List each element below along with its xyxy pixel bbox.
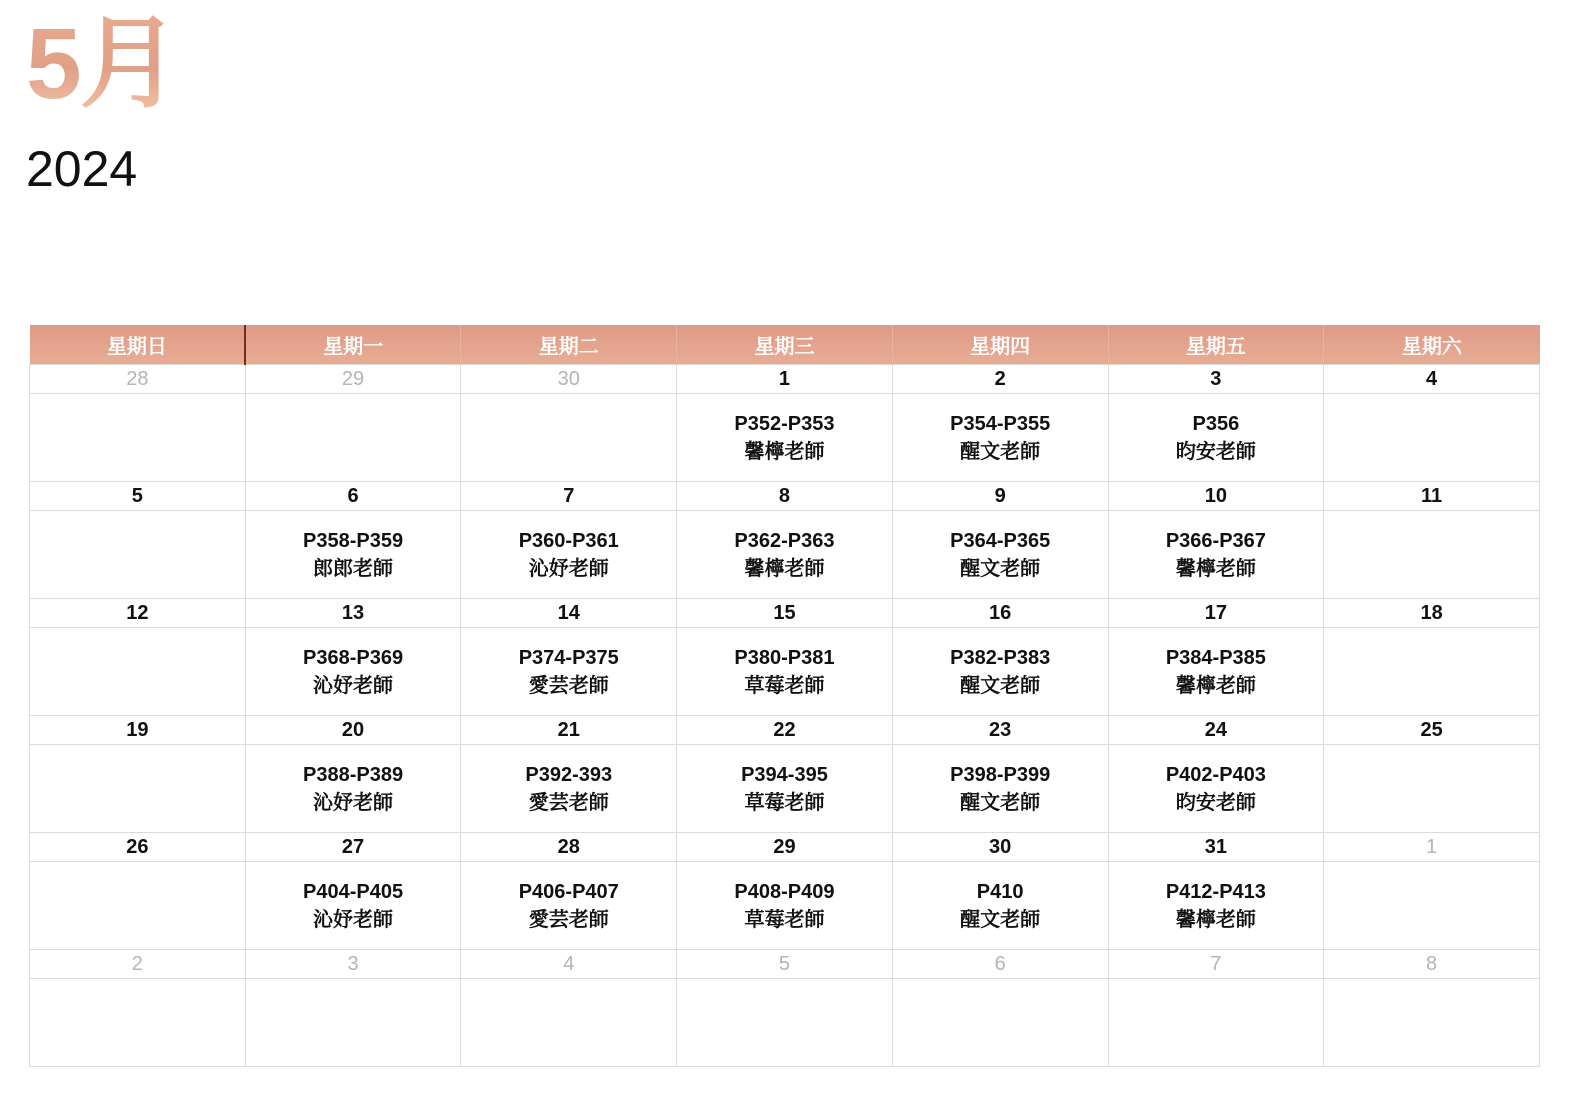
date-number[interactable]: 1 (1324, 833, 1540, 862)
day-cell[interactable] (892, 628, 1108, 716)
day-cell[interactable] (677, 979, 893, 1067)
date-number[interactable]: 20 (245, 716, 461, 745)
date-number[interactable]: 7 (1108, 950, 1324, 979)
teacher-name: 沁妤老師 (313, 674, 394, 697)
teacher-name: 馨檸老師 (744, 557, 825, 580)
page-range: P412-P413 (1165, 880, 1266, 903)
page-range: P394-395 (741, 763, 828, 786)
page-range: P362-P363 (734, 529, 835, 552)
page-range: P384-P385 (1165, 646, 1266, 669)
teacher-name: 沁妤老師 (313, 908, 394, 931)
day-cell[interactable] (677, 862, 893, 950)
day-cell[interactable] (1324, 511, 1540, 599)
teacher-name: 草莓老師 (744, 791, 825, 814)
day-cell[interactable] (892, 979, 1108, 1067)
teacher-name: 醒文老師 (960, 791, 1041, 814)
page-range: P366-P367 (1165, 529, 1266, 552)
day-cell[interactable] (245, 862, 461, 950)
date-number[interactable]: 8 (1324, 950, 1540, 979)
page-range: P358-P359 (303, 529, 404, 552)
weekday-monday[interactable]: 星期一 (245, 325, 461, 365)
date-number[interactable]: 30 (892, 833, 1108, 862)
day-cell[interactable] (677, 511, 893, 599)
day-cell[interactable] (461, 979, 677, 1067)
day-cell[interactable] (1324, 628, 1540, 716)
day-cell[interactable] (30, 628, 246, 716)
day-cell[interactable] (892, 745, 1108, 833)
content-row (30, 628, 1540, 716)
day-cell[interactable] (1108, 628, 1324, 716)
date-number[interactable]: 7 (461, 482, 677, 511)
day-cell[interactable] (1324, 862, 1540, 950)
day-cell[interactable] (245, 511, 461, 599)
date-number[interactable]: 11 (1324, 482, 1540, 511)
teacher-name: 醒文老師 (960, 440, 1041, 463)
page-range: P404-P405 (303, 880, 404, 903)
date-number[interactable]: 28 (461, 833, 677, 862)
day-cell[interactable] (30, 979, 246, 1067)
date-number[interactable]: 1 (677, 365, 893, 394)
date-number[interactable]: 9 (892, 482, 1108, 511)
day-cell[interactable] (1108, 745, 1324, 833)
page-range: P360-P361 (518, 529, 619, 552)
day-cell[interactable] (461, 745, 677, 833)
date-number[interactable]: 4 (461, 950, 677, 979)
day-cell[interactable] (30, 745, 246, 833)
date-row (30, 599, 1540, 628)
teacher-name: 醒文老師 (960, 674, 1041, 697)
day-cell[interactable] (245, 745, 461, 833)
date-number[interactable]: 23 (892, 716, 1108, 745)
date-row (30, 482, 1540, 511)
content-row (30, 862, 1540, 950)
day-cell[interactable] (461, 862, 677, 950)
page-range: P382-P383 (950, 646, 1051, 669)
date-row (30, 950, 1540, 979)
page-range: P410 (976, 880, 1024, 903)
page-range: P408-P409 (734, 880, 835, 903)
date-number[interactable]: 4 (1324, 365, 1540, 394)
day-cell[interactable] (461, 511, 677, 599)
date-number[interactable]: 16 (892, 599, 1108, 628)
date-number[interactable]: 3 (1108, 365, 1324, 394)
weekday-wednesday[interactable]: 星期三 (677, 325, 893, 365)
day-cell[interactable] (1108, 979, 1324, 1067)
teacher-name: 醒文老師 (960, 557, 1041, 580)
page-range: P402-P403 (1165, 763, 1266, 786)
date-number[interactable]: 18 (1324, 599, 1540, 628)
teacher-name: 沁妤老師 (313, 791, 394, 814)
teacher-name: 草莓老師 (744, 674, 825, 697)
day-cell[interactable] (1108, 862, 1324, 950)
day-cell[interactable] (461, 394, 677, 482)
day-cell[interactable] (245, 394, 461, 482)
date-row (30, 833, 1540, 862)
page-range: P392-393 (525, 763, 613, 786)
content-row (30, 979, 1540, 1067)
teacher-name: 愛芸老師 (528, 791, 609, 814)
date-number[interactable]: 24 (1108, 716, 1324, 745)
weekday-saturday[interactable]: 星期六 (1324, 325, 1540, 365)
date-row (30, 365, 1540, 394)
page-range: P354-P355 (950, 412, 1051, 435)
day-cell[interactable] (1324, 745, 1540, 833)
teacher-name: 沁妤老師 (528, 557, 609, 580)
weekday-tuesday[interactable]: 星期二 (461, 325, 677, 365)
weekday-header-row (30, 325, 1540, 365)
weekday-sunday[interactable]: 星期日 (30, 325, 246, 365)
date-number[interactable]: 25 (1324, 716, 1540, 745)
page-range: P352-P353 (734, 412, 835, 435)
teacher-name: 愛芸老師 (528, 908, 609, 931)
date-number[interactable]: 3 (245, 950, 461, 979)
day-cell[interactable] (245, 628, 461, 716)
page-range: P406-P407 (518, 880, 619, 903)
date-number[interactable]: 31 (1108, 833, 1324, 862)
teacher-name: 馨檸老師 (1175, 908, 1256, 931)
teacher-name: 昀安老師 (1175, 791, 1256, 814)
year-title: 2024 (26, 141, 138, 197)
weekday-thursday[interactable]: 星期四 (892, 325, 1108, 365)
date-number[interactable]: 13 (245, 599, 461, 628)
teacher-name: 馨檸老師 (1175, 674, 1256, 697)
page-range: P374-P375 (518, 646, 619, 669)
weekday-friday[interactable]: 星期五 (1108, 325, 1324, 365)
date-number[interactable]: 6 (245, 482, 461, 511)
teacher-name: 郎郎老師 (313, 557, 394, 580)
date-number[interactable]: 29 (245, 365, 461, 394)
day-cell[interactable] (461, 628, 677, 716)
date-number[interactable]: 5 (677, 950, 893, 979)
content-row (30, 745, 1540, 833)
date-number[interactable]: 22 (677, 716, 893, 745)
teacher-name: 昀安老師 (1175, 440, 1256, 463)
day-cell[interactable] (677, 628, 893, 716)
teacher-name: 馨檸老師 (744, 440, 825, 463)
date-number[interactable]: 6 (892, 950, 1108, 979)
teacher-name: 馨檸老師 (1175, 557, 1256, 580)
date-number[interactable]: 10 (1108, 482, 1324, 511)
content-row (30, 394, 1540, 482)
day-cell[interactable] (245, 979, 461, 1067)
day-cell[interactable] (30, 511, 246, 599)
day-cell[interactable] (1108, 511, 1324, 599)
teacher-name: 愛芸老師 (528, 674, 609, 697)
calendar-grid (29, 325, 1540, 1067)
page-range: P356 (1192, 412, 1240, 435)
day-cell[interactable] (1324, 979, 1540, 1067)
date-number[interactable]: 17 (1108, 599, 1324, 628)
calendar-body (30, 365, 1540, 1067)
page-range: P388-P389 (303, 763, 404, 786)
date-number[interactable]: 2 (892, 365, 1108, 394)
month-title: 5月 (26, 8, 178, 120)
date-number[interactable]: 29 (677, 833, 893, 862)
day-cell[interactable] (677, 394, 893, 482)
day-cell[interactable] (1108, 394, 1324, 482)
content-row (30, 511, 1540, 599)
date-number[interactable]: 12 (30, 599, 246, 628)
date-number[interactable]: 27 (245, 833, 461, 862)
date-number[interactable]: 15 (677, 599, 893, 628)
date-number[interactable]: 19 (30, 716, 246, 745)
page-range: P368-P369 (303, 646, 404, 669)
date-number[interactable]: 21 (461, 716, 677, 745)
day-cell[interactable] (892, 394, 1108, 482)
date-row (30, 716, 1540, 745)
page-range: P364-P365 (950, 529, 1051, 552)
date-number[interactable]: 8 (677, 482, 893, 511)
date-number[interactable]: 5 (30, 482, 246, 511)
page-range: P380-P381 (734, 646, 835, 669)
day-cell[interactable] (677, 745, 893, 833)
date-number[interactable]: 28 (30, 365, 246, 394)
day-cell[interactable] (892, 511, 1108, 599)
day-cell[interactable] (30, 394, 246, 482)
date-number[interactable]: 2 (30, 950, 246, 979)
date-number[interactable]: 14 (461, 599, 677, 628)
teacher-name: 草莓老師 (744, 908, 825, 931)
teacher-name: 醒文老師 (960, 908, 1041, 931)
date-number[interactable]: 26 (30, 833, 246, 862)
day-cell[interactable] (30, 862, 246, 950)
day-cell[interactable] (1324, 394, 1540, 482)
page-range: P398-P399 (950, 763, 1051, 786)
day-cell[interactable] (892, 862, 1108, 950)
date-number[interactable]: 30 (461, 365, 677, 394)
